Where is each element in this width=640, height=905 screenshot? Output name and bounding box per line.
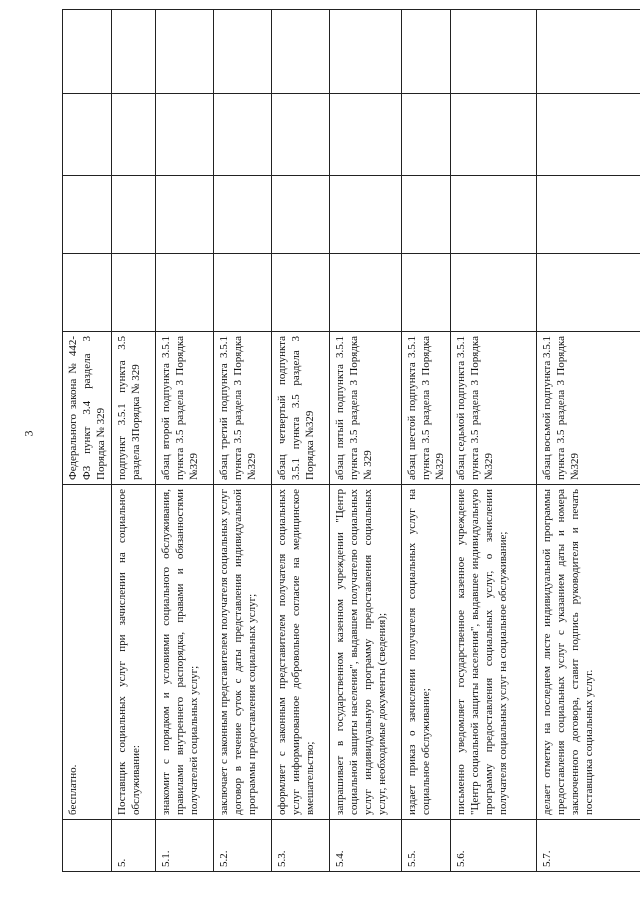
legal-basis: подпункт 3.5.1 пункта 3.5 раздела 3Порядка № 329	[112, 332, 156, 485]
table-row	[402, 10, 451, 872]
legal-basis: абзац пятый подпункта 3.5.1 пункта 3.5 раздела 3 Порядка № 329	[330, 332, 402, 485]
row-number: 5.7.	[537, 820, 640, 872]
document-table-area	[62, 10, 622, 872]
empty-cell	[537, 10, 640, 94]
row-number: 5.2.	[214, 820, 272, 872]
empty-cell	[112, 254, 156, 332]
empty-cell	[214, 94, 272, 176]
empty-cell	[330, 10, 402, 94]
empty-cell	[272, 254, 330, 332]
empty-cell	[156, 94, 214, 176]
empty-cell	[537, 94, 640, 176]
legal-basis: абзац седьмой подпункта 3.5.1 пункта 3.5 раздела 3 Порядка №329	[451, 332, 537, 485]
legal-basis: Федерального закона № 442-ФЗ пункт 3.4 раздела 3 Порядка № 329	[63, 332, 112, 485]
empty-cell	[63, 10, 112, 94]
row-number	[63, 820, 112, 872]
row-number: 5.4.	[330, 820, 402, 872]
requirements-table	[62, 9, 640, 872]
table-row	[451, 10, 537, 872]
table-row	[330, 10, 402, 872]
table-row	[214, 10, 272, 872]
table-row	[156, 10, 214, 872]
empty-cell	[63, 254, 112, 332]
row-number: 5.6.	[451, 820, 537, 872]
empty-cell	[451, 94, 537, 176]
requirement-text: бесплатно.	[63, 485, 112, 820]
requirement-text: издает приказ о зачислении получателя социальных услуг на социальное обслуживание;	[402, 485, 451, 820]
empty-cell	[214, 10, 272, 94]
empty-cell	[272, 94, 330, 176]
empty-cell	[330, 94, 402, 176]
empty-cell	[451, 176, 537, 254]
empty-cell	[402, 94, 451, 176]
legal-basis: абзац шестой подпункта 3.5.1 пункта 3.5 раздела 3 Порядка №329	[402, 332, 451, 485]
empty-cell	[156, 176, 214, 254]
requirement-text: знакомит с порядком и условиями социального обслуживания, правилами внутреннего распорядка, правами и обязанностями получателей социальных услуг;	[156, 485, 214, 820]
table-row	[63, 10, 112, 872]
empty-cell	[214, 254, 272, 332]
empty-cell	[112, 94, 156, 176]
row-number: 5.	[112, 820, 156, 872]
requirement-text: Поставщик социальных услуг при зачислении на социальное обслуживание:	[112, 485, 156, 820]
legal-basis: абзац второй подпункта 3.5.1 пункта 3.5 раздела 3 Порядка №329	[156, 332, 214, 485]
row-number: 5.3.	[272, 820, 330, 872]
empty-cell	[272, 10, 330, 94]
empty-cell	[330, 254, 402, 332]
empty-cell	[537, 254, 640, 332]
empty-cell	[451, 254, 537, 332]
requirement-text: делает отметку на последнем листе индивидуальной программы предоставления социальных услуг с указанием даты и номера заключенного договора, ставит подпись руководителя и печать поставщика социальных услуг.	[537, 485, 640, 820]
row-number: 5.5.	[402, 820, 451, 872]
page-number: 3	[21, 430, 36, 437]
empty-cell	[330, 176, 402, 254]
empty-cell	[402, 10, 451, 94]
empty-cell	[156, 254, 214, 332]
empty-cell	[214, 176, 272, 254]
table-row	[272, 10, 330, 872]
requirement-text: оформляет с законным представителем получателя социальных услуг информированное добровольное согласие на медицинское вмешательство;	[272, 485, 330, 820]
table-row	[112, 10, 156, 872]
empty-cell	[272, 176, 330, 254]
empty-cell	[451, 10, 537, 94]
requirement-text: письменно уведомляет государственное казенное учреждение "Центр социальной защиты населения", выдавшее индивидуальную программу предоставления социальных услуг, о зачислении получателя социальных услуг на социальное обслуживание;	[451, 485, 537, 820]
empty-cell	[402, 254, 451, 332]
empty-cell	[156, 10, 214, 94]
rotated-table-container	[62, 10, 622, 872]
empty-cell	[112, 176, 156, 254]
legal-basis: абзац четвертый подпункта 3.5.1 пункта 3.5 раздела 3 Порядка №329	[272, 332, 330, 485]
empty-cell	[63, 176, 112, 254]
requirement-text: запрашивает в государственном казенном учреждении "Центр социальной защиты населения", выдавшем получателю социальных услуг индивидуальную программу предоставления социальных услуг, необходимые документы (сведения);	[330, 485, 402, 820]
legal-basis: абзац восьмой подпункта 3.5.1 пункта 3.5 раздела 3 Порядка №329	[537, 332, 640, 485]
empty-cell	[112, 10, 156, 94]
table-row	[537, 10, 640, 872]
empty-cell	[402, 176, 451, 254]
requirement-text: заключает с законным представителем получателя социальных услуг договор в течение суток с даты представления индивидуальной программы предоставления социальных услуг;	[214, 485, 272, 820]
empty-cell	[537, 176, 640, 254]
empty-cell	[63, 94, 112, 176]
legal-basis: абзац третий подпункта 3.5.1 пункта 3.5 раздела 3 Порядка №329	[214, 332, 272, 485]
row-number: 5.1.	[156, 820, 214, 872]
